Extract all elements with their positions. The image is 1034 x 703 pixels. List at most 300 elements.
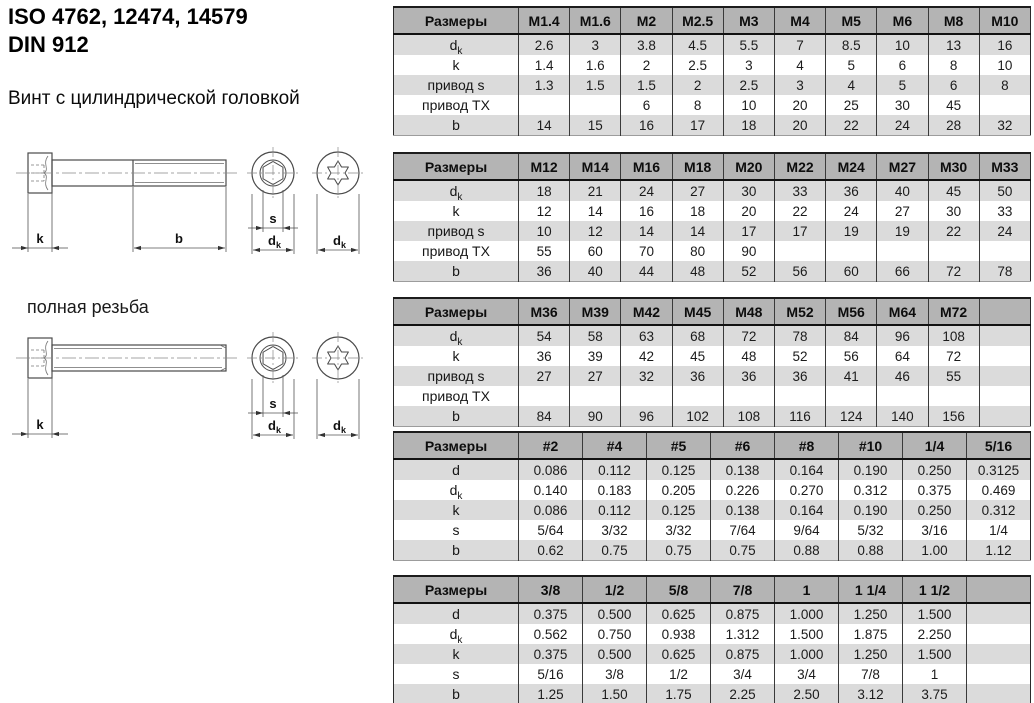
dimension-cell: 0.75: [583, 540, 647, 561]
dimension-cell: 0.562: [519, 624, 583, 644]
din-standard-title: DIN 912: [8, 32, 89, 57]
row-label: $d_k$: [394, 180, 519, 201]
dimension-cell: 40: [570, 261, 621, 282]
row-label: b: [394, 406, 519, 427]
dimension-cell: [979, 241, 1030, 261]
table-metric-m36-m72: [393, 297, 1031, 427]
dim-label-k: k: [36, 231, 44, 246]
dimension-cell: 18: [723, 115, 774, 136]
size-column-header: M10: [979, 7, 1030, 34]
dimension-cell: 24: [621, 180, 672, 201]
dimension-cell: 0.312: [839, 480, 903, 500]
dimension-cell: 20: [774, 115, 825, 136]
table-row: [394, 346, 1031, 366]
dimension-table: [393, 6, 1031, 136]
size-column-header: #10: [839, 432, 903, 459]
dimension-cell: 14: [672, 221, 723, 241]
size-column-header: M52: [774, 298, 825, 325]
size-column-header: M18: [672, 153, 723, 180]
dimension-cell: 108: [928, 325, 979, 346]
dimension-cell: 70: [621, 241, 672, 261]
size-column-header: M48: [723, 298, 774, 325]
size-column-header: 1/2: [583, 576, 647, 603]
dimension-cell: 0.875: [711, 644, 775, 664]
table-row: [394, 664, 1031, 684]
table-row: [394, 95, 1031, 115]
row-label: привод s: [394, 75, 519, 95]
size-column-header: M14: [570, 153, 621, 180]
size-column-header: M2.5: [672, 7, 723, 34]
dimension-cell: [979, 346, 1030, 366]
dimension-cell: 22: [774, 201, 825, 221]
dimension-cell: 0.164: [775, 459, 839, 480]
dimension-cell: 39: [570, 346, 621, 366]
table-metric-m12-m33: [393, 152, 1031, 282]
dimension-cell: [826, 241, 877, 261]
dimension-cell: 2: [621, 55, 672, 75]
standards-title: ISO 4762, 12474, 14579: [8, 4, 248, 29]
screw-side-view: [16, 153, 238, 193]
dimension-cell: [979, 406, 1030, 427]
table-row: [394, 684, 1031, 703]
dimension-cell: 78: [979, 261, 1030, 282]
dimension-cell: 52: [723, 261, 774, 282]
dimension-cell: 2.25: [711, 684, 775, 703]
dimension-cell: 2.5: [672, 55, 723, 75]
row-label: $d_k$: [394, 624, 519, 644]
dimension-cell: 45: [928, 180, 979, 201]
dimension-cell: [979, 366, 1030, 386]
dimension-cell: 3: [774, 75, 825, 95]
dimension-table: [393, 152, 1031, 282]
dimension-cell: 0.500: [583, 603, 647, 624]
dimension-cell: 1.50: [583, 684, 647, 703]
size-column-header: M56: [826, 298, 877, 325]
table-row: [394, 386, 1031, 406]
hex-socket-end-view: [247, 332, 299, 384]
dim-label-dk: $d_k$: [333, 233, 346, 250]
dimension-cell: 0.62: [519, 540, 583, 561]
size-column-header: M12: [519, 153, 570, 180]
table-row: [394, 644, 1031, 664]
size-column-header: 3/8: [519, 576, 583, 603]
dimension-cell: 0.938: [647, 624, 711, 644]
dimension-cell: 1.500: [775, 624, 839, 644]
dimension-cell: [570, 95, 621, 115]
dimension-cell: 0.125: [647, 500, 711, 520]
dimension-cell: 10: [519, 221, 570, 241]
size-column-header: #2: [519, 432, 583, 459]
dimension-cell: 0.086: [519, 459, 583, 480]
dimension-cell: 5/16: [519, 664, 583, 684]
dimension-cell: 0.875: [711, 603, 775, 624]
row-label: s: [394, 520, 519, 540]
dimension-tables-region: [393, 0, 1031, 703]
dimension-cell: 60: [570, 241, 621, 261]
dimension-cell: 22: [928, 221, 979, 241]
dimension-cell: 45: [928, 95, 979, 115]
dimension-cell: 4.5: [672, 34, 723, 55]
size-column-header: M39: [570, 298, 621, 325]
dimension-cell: 36: [826, 180, 877, 201]
dimension-cell: 3.75: [903, 684, 967, 703]
dimension-cell: 8: [672, 95, 723, 115]
dimension-cell: 54: [519, 325, 570, 346]
dimension-cell: 0.500: [583, 644, 647, 664]
dimension-cell: 33: [774, 180, 825, 201]
dimension-cell: 0.250: [903, 459, 967, 480]
size-column-header: M20: [723, 153, 774, 180]
dimension-cell: 30: [877, 95, 928, 115]
dimension-cell: 17: [723, 221, 774, 241]
table-row: [394, 366, 1031, 386]
dimension-cell: 1.5: [621, 75, 672, 95]
dimension-cell: 80: [672, 241, 723, 261]
hex-socket-end-view: [247, 147, 299, 199]
dimension-cell: [967, 684, 1031, 703]
dimension-cell: 27: [519, 366, 570, 386]
size-column-header: M33: [979, 153, 1030, 180]
dimension-cell: 56: [826, 346, 877, 366]
table-row: [394, 540, 1031, 561]
dimension-cell: 0.125: [647, 459, 711, 480]
dimension-cell: 5/64: [519, 520, 583, 540]
dimension-cell: 5: [826, 55, 877, 75]
dimension-cell: 68: [672, 325, 723, 346]
row-label: $d_k$: [394, 480, 519, 500]
dimension-cell: 32: [979, 115, 1030, 136]
title-block: [8, 3, 248, 59]
dimension-cell: 6: [877, 55, 928, 75]
dimension-table: [393, 575, 1031, 703]
dimension-cell: 18: [519, 180, 570, 201]
dimension-cell: 36: [672, 366, 723, 386]
dimension-cell: 14: [570, 201, 621, 221]
size-column-header: M5: [826, 7, 877, 34]
dimension-cell: 16: [621, 201, 672, 221]
dimension-cell: 2.250: [903, 624, 967, 644]
size-column-header: 5/8: [647, 576, 711, 603]
table-row: [394, 55, 1031, 75]
row-label: k: [394, 55, 519, 75]
dimension-cell: 0.750: [583, 624, 647, 644]
dimension-cell: 36: [519, 261, 570, 282]
dimension-cell: 3/32: [583, 520, 647, 540]
dim-label-s: s: [269, 396, 277, 411]
dimension-cell: 56: [774, 261, 825, 282]
dimension-cell: 12: [519, 201, 570, 221]
dim-label-k: k: [36, 417, 44, 432]
dimension-cell: 19: [826, 221, 877, 241]
dimension-cell: 24: [826, 201, 877, 221]
row-label: b: [394, 540, 519, 561]
dim-label-dk: $d_k$: [268, 233, 281, 250]
dimension-cell: 1.312: [711, 624, 775, 644]
dimension-cell: 1.875: [839, 624, 903, 644]
dimension-cell: 72: [928, 346, 979, 366]
size-column-header: [967, 576, 1031, 603]
row-label: привод s: [394, 221, 519, 241]
dimension-cell: 46: [877, 366, 928, 386]
torx-end-view: [312, 332, 364, 384]
size-column-header: #5: [647, 432, 711, 459]
table-row: [394, 180, 1031, 201]
dimension-cell: 0.086: [519, 500, 583, 520]
dimension-cell: 1.500: [903, 644, 967, 664]
dimension-cell: 10: [723, 95, 774, 115]
dimension-cell: 1/4: [967, 520, 1031, 540]
dimension-cell: 24: [877, 115, 928, 136]
dimension-cell: 1/2: [647, 664, 711, 684]
dimension-cell: 0.190: [839, 500, 903, 520]
dimension-cell: 30: [928, 201, 979, 221]
row-label: b: [394, 261, 519, 282]
dimension-cell: 22: [826, 115, 877, 136]
dimension-cell: 2.50: [775, 684, 839, 703]
row-label: k: [394, 644, 519, 664]
dimension-cell: 1.250: [839, 603, 903, 624]
dimension-cell: 140: [877, 406, 928, 427]
dimension-cell: [519, 386, 570, 406]
dimension-cell: 21: [570, 180, 621, 201]
row-label: k: [394, 346, 519, 366]
dimension-cell: 50: [979, 180, 1030, 201]
dimension-cell: 60: [826, 261, 877, 282]
table-corner-header: Размеры: [394, 576, 519, 603]
table-row: [394, 603, 1031, 624]
dimension-cell: 1.00: [903, 540, 967, 561]
row-label: k: [394, 500, 519, 520]
size-column-header: M72: [928, 298, 979, 325]
dimension-cell: 0.226: [711, 480, 775, 500]
dimension-cell: 90: [723, 241, 774, 261]
table-row: [394, 115, 1031, 136]
dimension-cell: [826, 386, 877, 406]
dimension-cell: 84: [519, 406, 570, 427]
size-column-header: #6: [711, 432, 775, 459]
dimension-cell: 156: [928, 406, 979, 427]
row-label: b: [394, 684, 519, 703]
dimension-cell: [979, 325, 1030, 346]
dimension-cell: 3/4: [775, 664, 839, 684]
dimension-cell: [967, 603, 1031, 624]
dimension-cell: 0.625: [647, 603, 711, 624]
dimension-cell: 84: [826, 325, 877, 346]
size-column-header: M22: [774, 153, 825, 180]
dimension-cell: 14: [519, 115, 570, 136]
dimension-cell: 0.164: [775, 500, 839, 520]
dimension-cell: 3/8: [583, 664, 647, 684]
table-inch-2-to-5-16: [393, 431, 1031, 561]
dimension-cell: 1.250: [839, 644, 903, 664]
dimension-cell: 17: [672, 115, 723, 136]
dimension-cell: 5: [877, 75, 928, 95]
dimension-cell: 32: [621, 366, 672, 386]
dimension-cell: 0.88: [839, 540, 903, 561]
dimension-cell: 7/64: [711, 520, 775, 540]
dimension-cell: 0.138: [711, 500, 775, 520]
dimension-cell: [928, 241, 979, 261]
dimension-cell: [979, 386, 1030, 406]
size-column-header: M27: [877, 153, 928, 180]
dimension-cell: 19: [877, 221, 928, 241]
dimension-cell: 45: [672, 346, 723, 366]
dimension-cell: 1.3: [519, 75, 570, 95]
dimension-table: [393, 297, 1031, 427]
dimension-cell: 20: [774, 95, 825, 115]
dimension-cell: [570, 386, 621, 406]
size-column-header: M8: [928, 7, 979, 34]
table-row: [394, 624, 1031, 644]
dimension-cell: 17: [774, 221, 825, 241]
table-row: [394, 34, 1031, 55]
dimension-cell: 0.3125: [967, 459, 1031, 480]
size-column-header: 7/8: [711, 576, 775, 603]
dim-label-dk: $d_k$: [333, 418, 346, 435]
dimension-cell: 33: [979, 201, 1030, 221]
dimension-cell: 4: [774, 55, 825, 75]
dimension-cell: 3: [723, 55, 774, 75]
dimension-cell: 36: [774, 366, 825, 386]
dimension-cell: 0.205: [647, 480, 711, 500]
table-row: [394, 325, 1031, 346]
dim-label-s: s: [269, 211, 277, 226]
row-label: d: [394, 603, 519, 624]
dimension-cell: 78: [774, 325, 825, 346]
dimension-cell: 5.5: [723, 34, 774, 55]
dimension-cell: 24: [979, 221, 1030, 241]
dimension-cell: 41: [826, 366, 877, 386]
size-column-header: M6: [877, 7, 928, 34]
dimension-cell: 1: [903, 664, 967, 684]
row-label: k: [394, 201, 519, 221]
dimension-cell: 6: [621, 95, 672, 115]
dimension-cell: 36: [519, 346, 570, 366]
size-column-header: 1 1/4: [839, 576, 903, 603]
dimension-cell: 0.88: [775, 540, 839, 561]
dimension-cell: 14: [621, 221, 672, 241]
dimension-cell: 48: [723, 346, 774, 366]
dimension-cell: 8: [979, 75, 1030, 95]
dimension-cell: 8.5: [826, 34, 877, 55]
dimension-cell: [979, 95, 1030, 115]
dimension-cell: 1.000: [775, 603, 839, 624]
dimension-cell: [519, 95, 570, 115]
table-corner-header: Размеры: [394, 298, 519, 325]
size-column-header: M1.4: [519, 7, 570, 34]
dimension-cell: 44: [621, 261, 672, 282]
dimension-cell: 64: [877, 346, 928, 366]
screw-side-view: [16, 338, 238, 378]
dimension-cell: 0.375: [519, 603, 583, 624]
dimension-cell: 3/4: [711, 664, 775, 684]
table-row: [394, 261, 1031, 282]
dimension-cell: 16: [979, 34, 1030, 55]
dimension-cell: 2.6: [519, 34, 570, 55]
dimension-cell: 2: [672, 75, 723, 95]
size-column-header: [979, 298, 1030, 325]
table-corner-header: Размеры: [394, 153, 519, 180]
dimension-cell: 27: [570, 366, 621, 386]
dimension-cell: 15: [570, 115, 621, 136]
dimension-cell: 1.500: [903, 603, 967, 624]
dimension-cell: 28: [928, 115, 979, 136]
table-row: [394, 520, 1031, 540]
dimension-cell: 40: [877, 180, 928, 201]
table-row: [394, 406, 1031, 427]
dimension-cell: [877, 386, 928, 406]
dimension-cell: [877, 241, 928, 261]
table-row: [394, 459, 1031, 480]
size-column-header: 1 1/2: [903, 576, 967, 603]
size-column-header: M4: [774, 7, 825, 34]
table-row: [394, 480, 1031, 500]
dimension-cell: 1.5: [570, 75, 621, 95]
dimension-cell: [928, 386, 979, 406]
size-column-header: M24: [826, 153, 877, 180]
dimension-cell: 3/32: [647, 520, 711, 540]
dimension-cell: 4: [826, 75, 877, 95]
dimension-cell: 12: [570, 221, 621, 241]
dimension-cell: 30: [723, 180, 774, 201]
table-inch-3-8-to-1-1-2: [393, 575, 1031, 703]
dimension-cell: 0.625: [647, 644, 711, 664]
row-label: d: [394, 459, 519, 480]
dimension-cell: 0.190: [839, 459, 903, 480]
dimension-cell: 0.112: [583, 459, 647, 480]
size-column-header: M36: [519, 298, 570, 325]
dimension-cell: 1.75: [647, 684, 711, 703]
dimension-cell: [723, 386, 774, 406]
dimension-cell: 63: [621, 325, 672, 346]
dimension-cell: 20: [723, 201, 774, 221]
dimension-cell: [774, 241, 825, 261]
dimension-cell: 1.12: [967, 540, 1031, 561]
dimension-cell: 0.375: [903, 480, 967, 500]
row-label: привод TX: [394, 95, 519, 115]
dimension-cell: 0.112: [583, 500, 647, 520]
dimension-cell: [672, 386, 723, 406]
dimension-cell: 0.375: [519, 644, 583, 664]
size-column-header: M42: [621, 298, 672, 325]
dimension-cell: 27: [672, 180, 723, 201]
dimension-cell: 58: [570, 325, 621, 346]
dimension-cell: 48: [672, 261, 723, 282]
size-column-header: 5/16: [967, 432, 1031, 459]
size-column-header: M16: [621, 153, 672, 180]
row-label: привод TX: [394, 241, 519, 261]
dimension-cell: 72: [928, 261, 979, 282]
dimension-cell: 0.270: [775, 480, 839, 500]
size-column-header: 1: [775, 576, 839, 603]
size-column-header: M2: [621, 7, 672, 34]
dimension-cell: 1.25: [519, 684, 583, 703]
dim-label-b: b: [175, 231, 183, 246]
dimension-cell: 3: [570, 34, 621, 55]
size-column-header: M64: [877, 298, 928, 325]
dimension-cell: 55: [519, 241, 570, 261]
dimension-cell: 108: [723, 406, 774, 427]
dimension-cell: 0.312: [967, 500, 1031, 520]
dim-label-dk: $d_k$: [268, 418, 281, 435]
size-column-header: M45: [672, 298, 723, 325]
dimension-cell: 16: [621, 115, 672, 136]
size-column-header: M3: [723, 7, 774, 34]
dimension-cell: 124: [826, 406, 877, 427]
dimension-cell: 72: [723, 325, 774, 346]
dimension-cell: 0.469: [967, 480, 1031, 500]
dimension-cell: 25: [826, 95, 877, 115]
